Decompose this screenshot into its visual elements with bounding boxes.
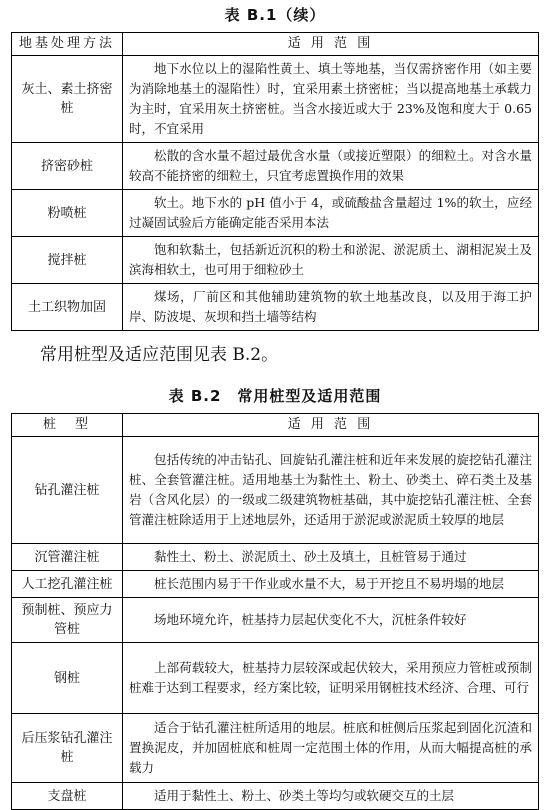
row-desc: 饱和软黏土，包括新近沉积的粉土和淤泥、淤泥质土、湖相泥炭土及滨海相软土，也可用于细粒砂土 — [123, 237, 539, 284]
table-b2-caption: 表 B.2 常用桩型及适用范围 — [168, 387, 382, 405]
row-name: 预制桩、预应力管桩 — [12, 598, 123, 643]
row-name: 土工织物加固 — [12, 284, 123, 331]
row-name: 粉喷桩 — [12, 190, 123, 237]
header-method: 地基处理方法 — [12, 33, 123, 56]
table-row — [12, 237, 539, 284]
table-row — [12, 714, 539, 783]
row-desc: 桩长范围内易于干作业或水量不大，易于开挖且不易坍塌的地层 — [123, 571, 539, 598]
table-header-row — [12, 414, 539, 437]
header-scope: 适 用 范 围 — [123, 414, 539, 437]
table-row — [12, 190, 539, 237]
row-desc: 上部荷载较大，桩基持力层较深或起伏较大，采用预应力管桩或预制桩难于达到工程要求，经方案比较，证明采用钢桩技术经济、合理、可行 — [123, 643, 539, 714]
table-row — [12, 643, 539, 714]
row-name: 挤密砂桩 — [12, 143, 123, 190]
row-desc: 松散的含水量不超过最优含水量（或接近塑限）的细粒土。对含水量较高不能挤密的细粒土，只宜考虑置换作用的效果 — [123, 143, 539, 190]
row-desc: 煤场，厂前区和其他辅助建筑物的软土地基改良，以及用于海工护岸、防波堤、灰坝和挡土墙等结构 — [123, 284, 539, 331]
header-scope: 适 用 范 围 — [123, 33, 539, 56]
row-desc: 适合于钻孔灌注桩所适用的地层。桩底和桩侧后压浆起到固化沉渣和置换泥皮，并加固桩底和桩周一定范围土体的作用，从而大幅提高桩的承载力 — [123, 714, 539, 783]
row-desc: 适用于黏性土、粉土、砂类土等均匀或软硬交互的土层 — [123, 783, 539, 810]
row-name: 钢桩 — [12, 643, 123, 714]
table-row — [12, 284, 539, 331]
row-name: 后压浆钻孔灌注桩 — [12, 714, 123, 783]
table-header-row — [12, 33, 539, 56]
table-row — [12, 56, 539, 143]
table-row — [12, 143, 539, 190]
table-row — [12, 437, 539, 544]
row-name: 钻孔灌注桩 — [12, 437, 123, 544]
header-type: 桩 型 — [12, 414, 123, 437]
table-b1-caption: 表 B.1（续） — [224, 6, 326, 24]
row-name: 灰土、素土挤密桩 — [12, 56, 123, 143]
row-desc: 包括传统的冲击钻孔、回旋钻孔灌注桩和近年来发展的旋挖钻孔灌注桩、全套管灌注桩。适用地基土为黏性土、粉土、砂类土、碎石类土及基岩（含风化层）的一级或二级建筑物桩基础，其中旋挖钻孔灌注桩、全套管灌注桩除适用于上述地层外，还适用于淤泥或淤泥质土较厚的地层 — [123, 437, 539, 544]
row-desc: 地下水位以上的湿陷性黄土、填土等地基，当仅需挤密作用（如主要为消除地基土的湿陷性）时，宜采用素土挤密桩；当以提高地基土承载力为主时，宜采用灰土挤密桩。当含水接近或大于 23%及饱和度大于 0.65 时，不宜采用 — [123, 56, 539, 143]
table-row — [12, 544, 539, 571]
table-b2 — [11, 413, 539, 810]
table-row — [12, 783, 539, 810]
row-name: 支盘桩 — [12, 783, 123, 810]
table-row — [12, 598, 539, 643]
row-desc: 软土。地下水的 pH 值小于 4，或硫酸盐含量超过 1%的软土，应经过凝固试验后方能确定能否采用本法 — [123, 190, 539, 237]
row-name: 人工挖孔灌注桩 — [12, 571, 123, 598]
row-desc: 场地环境允许，桩基持力层起伏变化不大，沉桩条件较好 — [123, 598, 539, 643]
table-b1 — [11, 32, 539, 331]
row-name: 搅拌桩 — [12, 237, 123, 284]
table-row — [12, 571, 539, 598]
row-desc: 黏性土、粉土、淤泥质土、砂土及填土，且桩管易于通过 — [123, 544, 539, 571]
body-paragraph: 常用桩型及适应范围见表 B.2。 — [40, 345, 279, 365]
row-name: 沉管灌注桩 — [12, 544, 123, 571]
